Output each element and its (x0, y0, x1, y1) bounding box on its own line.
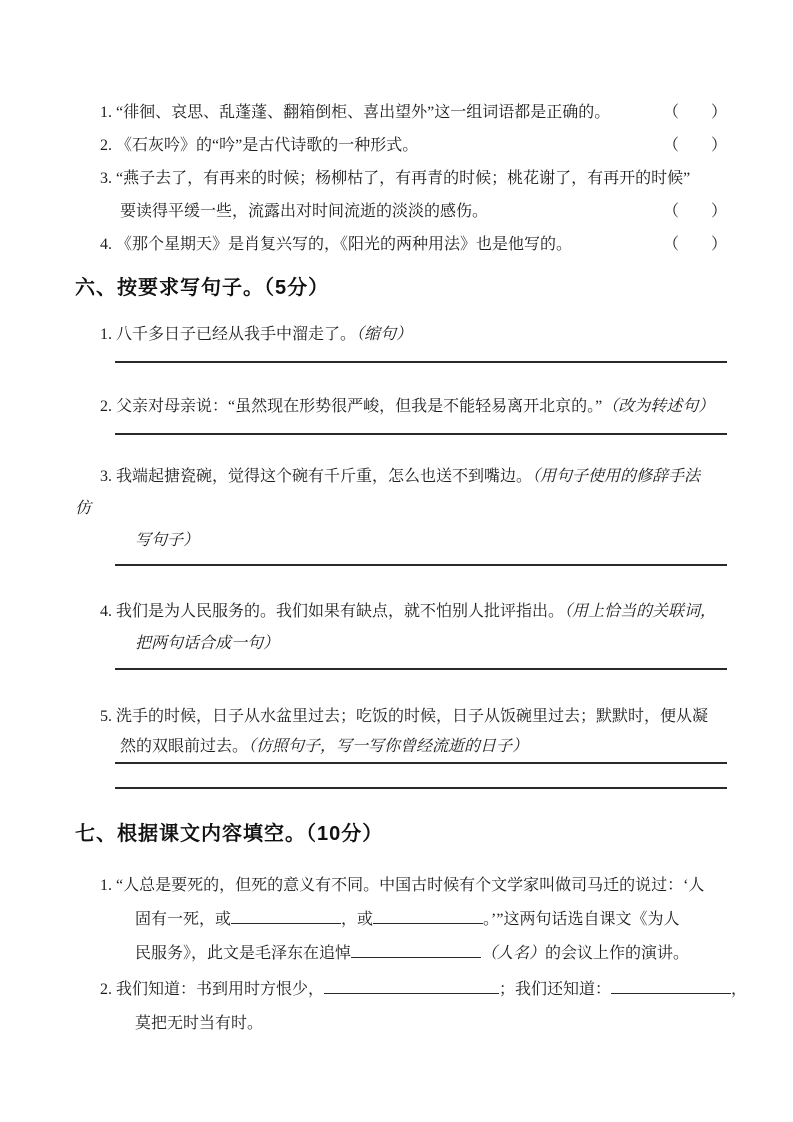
question-6-2 (75, 391, 727, 435)
question-7-2 (75, 973, 748, 1041)
instruction-hint: （仿照句子，写一写你曾经流逝的日子） (248, 738, 529, 755)
question-text: 4. 我们是为人民服务的。我们如果有缺点，就不怕别人批评指出。 (100, 603, 565, 620)
answer-line (115, 762, 727, 764)
answer-line (115, 668, 727, 670)
fill-in-blank (231, 907, 341, 924)
question-text: 1. 八千多日子已经从我手中溜走了。 (100, 326, 357, 343)
question-text: 莫把无时当有时。 (135, 1015, 264, 1032)
question-text: 。’”这两句话选自课文《为人 (483, 911, 680, 928)
question-text: 固有一死，或 (135, 911, 232, 928)
question-7-1 (75, 869, 727, 971)
answer-line (115, 787, 727, 789)
answer-line (115, 433, 727, 435)
answer-bracket: （ ） (662, 236, 727, 253)
question-text: ， (731, 981, 748, 998)
instruction-hint: 把两句话合成一句） (135, 635, 280, 652)
section-six-heading: 六、按要求写句子。（5分） (75, 277, 330, 299)
truefalse-item-4 (100, 228, 727, 261)
answer-line (115, 361, 727, 363)
truefalse-section (75, 96, 727, 261)
section-seven-heading: 七、根据课文内容填空。（10分） (75, 823, 384, 845)
instruction-hint: （缩句） (356, 326, 413, 343)
instruction-hint: （用上恰当的关联词， (564, 603, 717, 620)
truefalse-item-3-cont (120, 195, 727, 228)
instruction-hint: （用句子使用的修辞手法 (532, 468, 701, 485)
section-six (75, 319, 727, 789)
fill-in-blank (373, 907, 483, 924)
question-text: 要读得平缓一些，流露出对时间流逝的淡淡的感伤。 (120, 203, 489, 220)
question-text: 2. 《石灰吟》的“吟”是古代诗歌的一种形式。 (100, 137, 419, 154)
question-text: 3. 我端起搪瓷碗，觉得这个碗有千斤重，怎么也送不到嘴边。 (100, 468, 533, 485)
instruction-hint: （改为转述句） (602, 398, 715, 415)
answer-bracket: （ ） (662, 137, 727, 154)
answer-bracket: （ ） (662, 104, 727, 121)
question-text: 民服务》，此文是毛泽东在追悼 (135, 945, 352, 962)
question-text: 2. 我们知道：书到用时方恨少， (100, 981, 325, 998)
truefalse-item-2 (100, 129, 727, 162)
question-text: 4. 《那个星期天》是肖复兴写的，《阳光的两种用法》也是他写的。 (100, 236, 573, 253)
fill-in-blank (611, 977, 731, 994)
question-text: 2. 父亲对母亲说：“虽然现在形势很严峻，但我是不能轻易离开北京的。” (100, 398, 603, 415)
question-text: ，或 (341, 911, 374, 928)
answer-bracket: （ ） (662, 203, 727, 220)
question-text: 3. “燕子去了，有再来的时候；杨柳枯了，有再青的时候；桃花谢了，有再开的时候” (100, 170, 691, 187)
fill-in-blank (351, 941, 481, 958)
truefalse-item-1 (100, 96, 727, 129)
question-6-1 (75, 319, 727, 363)
instruction-hint: 写句子） (135, 532, 200, 549)
instruction-hint: （人名） (481, 945, 546, 962)
question-text: 1. “徘徊、哀思、乱蓬蓬、翻箱倒柜、喜出望外”这一组词语都是正确的。 (100, 104, 611, 121)
question-text: 1. “人总是要死的，但死的意义有不同。中国古时候有个文学家叫做司马迁的说过：‘人 (100, 877, 705, 894)
question-text: 5. 洗手的时候，日子从水盆里过去；吃饭的时候，日子从饭碗里过去；默默时，便从凝 (100, 708, 709, 725)
section-seven (75, 869, 748, 1041)
question-6-5 (75, 702, 727, 789)
question-text: 然的双眼前过去。 (120, 738, 249, 755)
instruction-hint: 仿 (75, 500, 92, 517)
question-text: ；我们还知道： (499, 981, 612, 998)
question-6-3 (75, 461, 727, 566)
question-6-4 (75, 596, 727, 670)
fill-in-blank (324, 977, 499, 994)
question-text: 的会议上作的演讲。 (545, 945, 690, 962)
truefalse-item-3 (100, 162, 727, 195)
answer-line (115, 564, 727, 566)
